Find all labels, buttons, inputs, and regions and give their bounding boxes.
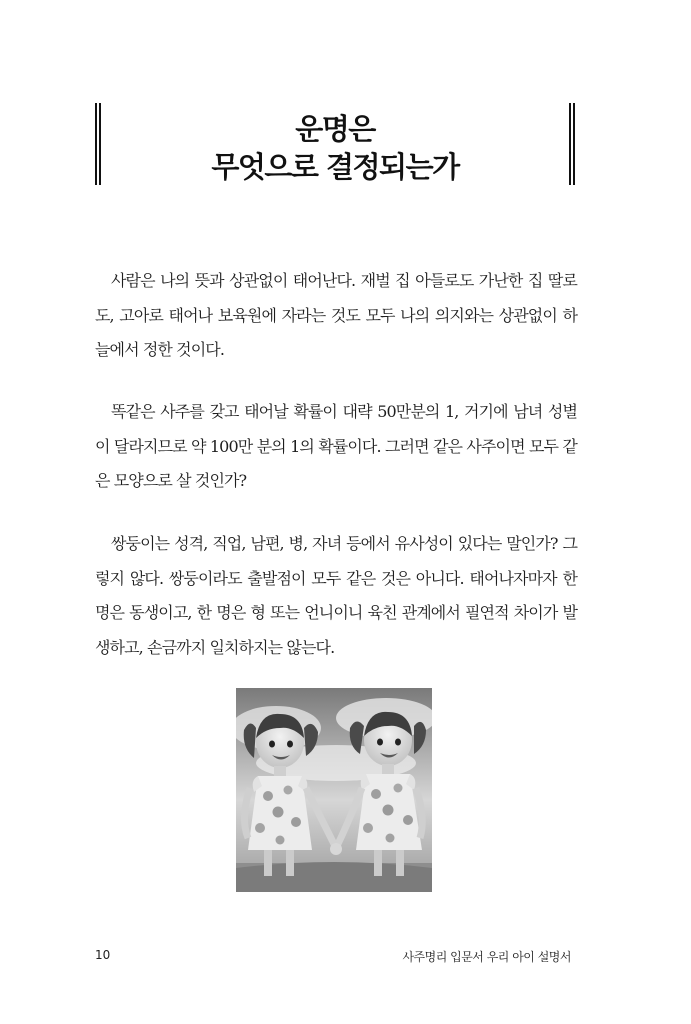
title-right-double-rule [569, 103, 575, 185]
title-left-double-rule [95, 103, 101, 185]
chapter-title [115, 110, 555, 186]
body-paragraph-3: 쌍둥이는 성격, 직업, 남편, 병, 자녀 등에서 유사성이 있다는 말인가? 그렇지 않다. 쌍둥이라도 출발점이 모두 같은 것은 아니다. 태어나자마자 한 명은 동생이고, 한 명은 형 또는 언니이니 육친 관계에서 필연적 차이가 발생하고, 손금까지 일치하지는 않는다. [95, 534, 577, 657]
chapter-title-line-1: 운명은 [295, 112, 375, 146]
chapter-title-line-2: 무엇으로 결정되는가 [211, 150, 459, 184]
body-paragraph-1: 사람은 나의 뜻과 상관없이 태어난다. 재벌 집 아들로도 가난한 집 딸로도, 고아로 태어나 보육원에 자라는 것도 모두 나의 의지와는 상관없이 하늘에서 정한 것이다. [95, 271, 577, 359]
twin-girls-photo [236, 688, 432, 892]
body-paragraph-2: 똑같은 사주를 갖고 태어날 확률이 대략 50만분의 1, 거기에 남녀 성별이 달라지므로 약 100만 분의 1의 확률이다. 그러면 같은 사주이면 모두 같은 모양으로 살 것인가? [95, 402, 577, 490]
page-number: 10 [95, 948, 111, 962]
running-book-title: 사주명리 입문서 우리 아이 설명서 [402, 950, 571, 964]
chapter-title-block [95, 103, 575, 185]
